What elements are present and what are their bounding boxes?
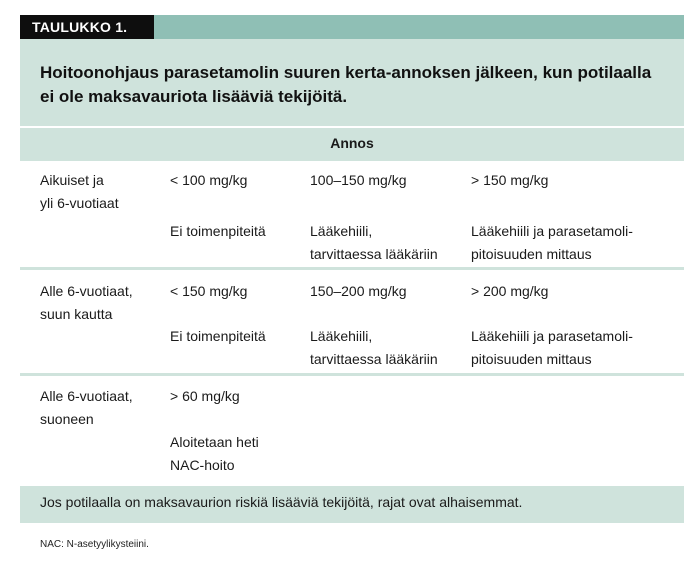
dose-cell: < 100 mg/kg (170, 172, 248, 188)
group-line: yli 6-vuotiaat (40, 195, 119, 211)
row-group-label (40, 169, 165, 215)
dose-cell: > 60 mg/kg (170, 388, 240, 404)
group-line: Alle 6-vuotiaat, (40, 388, 133, 404)
note-band (20, 486, 684, 519)
footnote-band (20, 521, 684, 569)
action-line: Ei toimenpiteitä (170, 223, 266, 239)
action-cell (170, 431, 305, 477)
action-line: Lääkehiili, (310, 223, 373, 239)
row-group-label (40, 385, 165, 431)
dose-cell: < 150 mg/kg (170, 283, 248, 299)
action-line: pitoisuuden mittaus (471, 246, 592, 262)
dose-cell: 150–200 mg/kg (310, 283, 407, 299)
action-line: Lääkehiili ja parasetamoli- (471, 328, 633, 344)
action-line: Lääkehiili, (310, 328, 373, 344)
action-cell (310, 220, 465, 266)
action-cell (471, 220, 671, 266)
table-title: Hoitoonohjaus parasetamolin suuren kerta-annoksen jälkeen, kun potilaalla ei ole maksavauriota lisääviä tekijöitä. (40, 63, 652, 106)
table-frame (20, 39, 684, 567)
action-line: Ei toimenpiteitä (170, 328, 266, 344)
dose-cell: > 200 mg/kg (471, 283, 549, 299)
annos-header: Annos (330, 135, 374, 151)
action-line: Lääkehiili ja parasetamoli- (471, 223, 633, 239)
action-line: pitoisuuden mittaus (471, 351, 592, 367)
group-line: Alle 6-vuotiaat, (40, 283, 133, 299)
table-row (20, 158, 684, 267)
group-line: suoneen (40, 411, 94, 427)
action-line: tarvittaessa lääkäriin (310, 351, 438, 367)
title-band (20, 39, 684, 123)
action-cell (310, 325, 465, 371)
action-line: Aloitetaan heti (170, 434, 259, 450)
annos-header-band (20, 126, 684, 160)
table-label: TAULUKKO 1. (20, 15, 154, 39)
footnote: NAC: N-asetyylikysteiini. (40, 539, 149, 550)
table-row (20, 373, 684, 486)
action-cell (471, 325, 671, 371)
action-line: tarvittaessa lääkäriin (310, 246, 438, 262)
dose-cell: 100–150 mg/kg (310, 172, 407, 188)
risk-note: Jos potilaalla on maksavaurion riskiä lisääviä tekijöitä, rajat ovat alhaisemmat. (40, 494, 523, 510)
action-cell (170, 325, 305, 348)
row-group-label (40, 280, 165, 326)
dose-cell: > 150 mg/kg (471, 172, 549, 188)
action-line: NAC-hoito (170, 457, 235, 473)
group-line: Aikuiset ja (40, 172, 104, 188)
action-cell (170, 220, 305, 243)
table-row (20, 267, 684, 373)
group-line: suun kautta (40, 306, 113, 322)
